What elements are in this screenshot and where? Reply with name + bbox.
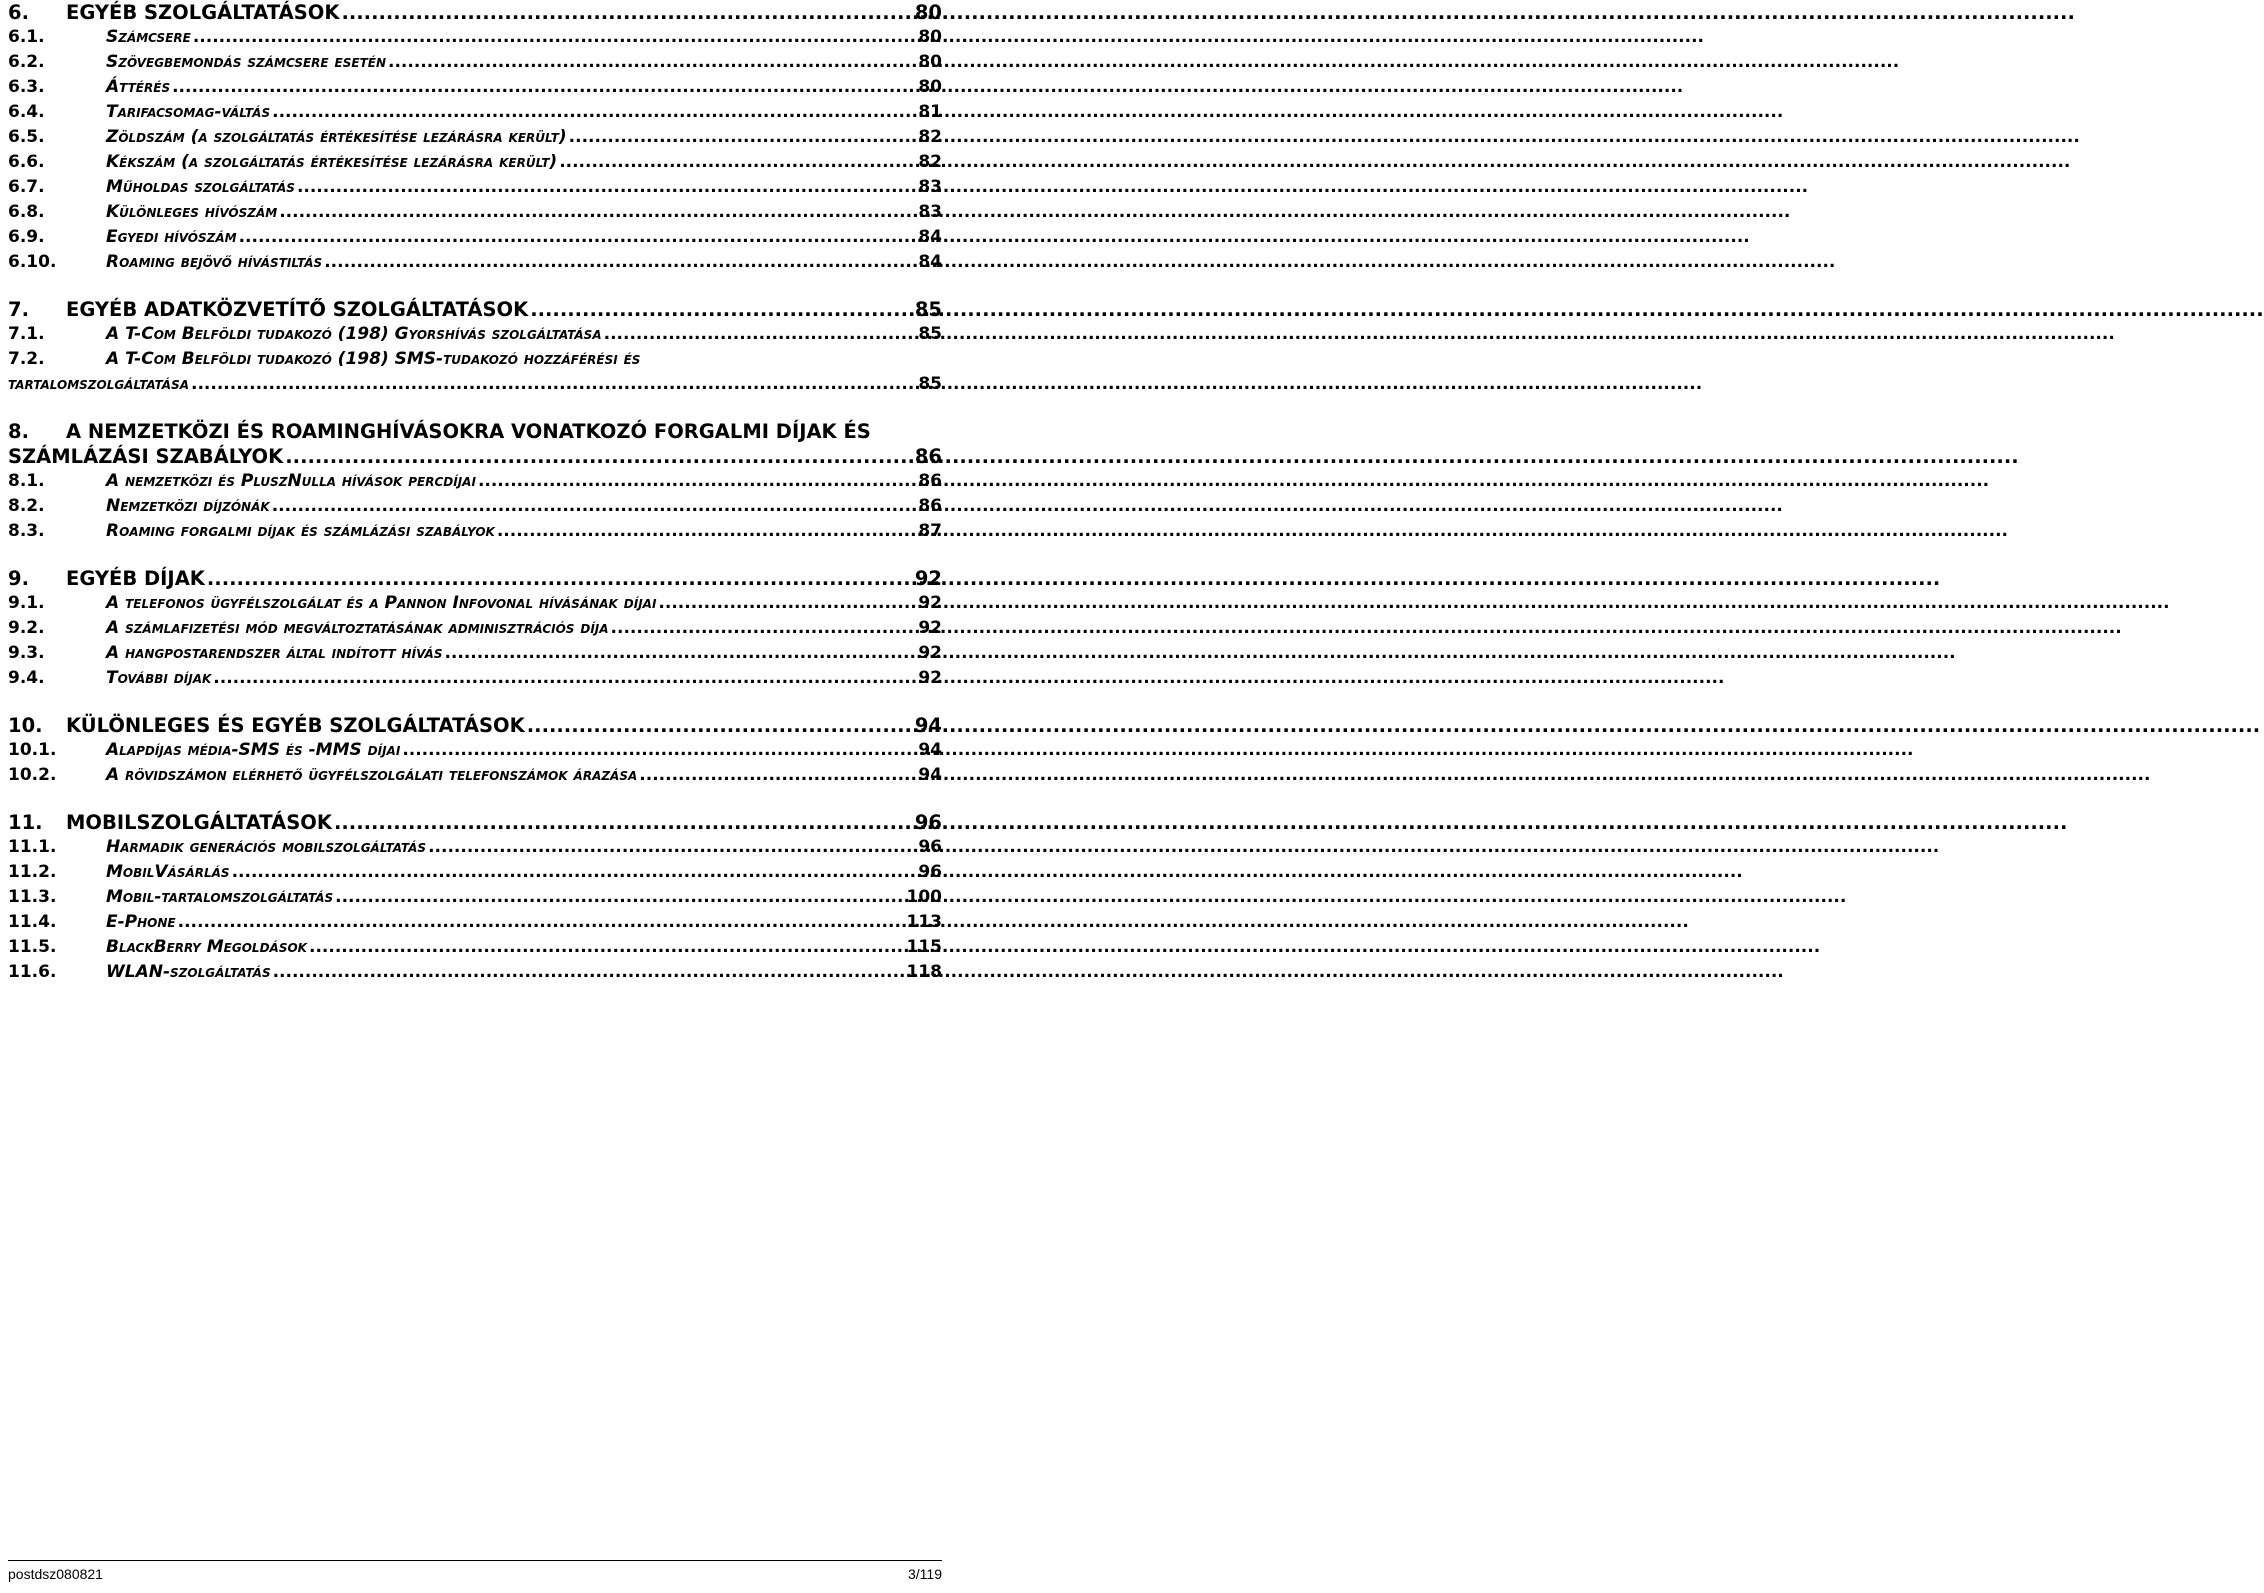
dot-leader (334, 810, 913, 835)
toc-entry[interactable] (8, 960, 942, 985)
dot-leader (335, 885, 904, 910)
toc-entry-title: Mobil-tartalomszolgáltatás (106, 887, 334, 907)
toc-entry-title: Szövegbemondás számcsere esetén (106, 52, 387, 72)
toc-entry-page: 113 (906, 912, 942, 932)
toc-entry-page: 80 (918, 52, 942, 72)
toc-entry-title: Számcsere (106, 27, 191, 47)
footer-page-number: 3/119 (908, 1566, 942, 1582)
dot-leader (178, 910, 905, 935)
toc-entry[interactable] (8, 566, 942, 591)
toc-entry[interactable] (8, 100, 942, 125)
toc-entry[interactable] (8, 810, 942, 835)
dot-leader (402, 738, 916, 763)
toc-entry[interactable] (8, 150, 942, 175)
dot-leader (191, 372, 916, 397)
toc-entry-number: 9.2. (8, 618, 45, 638)
toc-entry[interactable] (8, 0, 942, 25)
toc-entry-title: WLAN-szolgáltatás (106, 962, 271, 982)
toc-entry[interactable] (8, 519, 942, 544)
toc-entry-number: 6.9. (8, 227, 45, 247)
toc-entry-title: A számlafizetési mód megváltoztatásának adminisztrációs díja (106, 618, 609, 638)
toc-entry-continuation[interactable] (8, 444, 942, 469)
toc-entry-number: 6.3. (8, 77, 45, 97)
toc-entry-title: Alapdíjas média-SMS és -MMS díjai (106, 740, 401, 760)
dot-leader (207, 566, 913, 591)
toc-entry-page: 80 (918, 27, 942, 47)
toc-entry-number: 7. (8, 298, 29, 321)
toc-entry-page: 85 (918, 374, 942, 394)
toc-entry-title: A T-Com Belföldi tudakozó (198) Gyorshívás szolgáltatása (106, 324, 602, 344)
toc-entry-number: 11.1. (8, 837, 57, 857)
toc-entry[interactable] (8, 419, 942, 444)
toc-entry[interactable] (8, 910, 942, 935)
dot-leader (285, 444, 913, 469)
toc-entry-number: 9.4. (8, 668, 45, 688)
dot-leader (273, 960, 905, 985)
toc-entry[interactable] (8, 347, 942, 372)
toc-entry[interactable] (8, 297, 942, 322)
toc-entry-number: 6.1. (8, 27, 45, 47)
toc-entry-page: 115 (906, 937, 942, 957)
toc-entry[interactable] (8, 75, 942, 100)
toc-entry-title: A NEMZETKÖZI ÉS ROAMINGHÍVÁSOKRA VONATKOZÓ FORGALMI DÍJAK ÉS (66, 420, 871, 443)
toc-entry-page: 100 (906, 887, 942, 907)
toc-entry[interactable] (8, 494, 942, 519)
toc-entry-page: 80 (914, 1, 942, 24)
dot-leader (341, 0, 912, 25)
toc-entry-number: 6.7. (8, 177, 45, 197)
toc-entry-title: Roaming forgalmi díjak és számlázási szabályok (106, 521, 495, 541)
dot-leader (388, 50, 916, 75)
toc-entry[interactable] (8, 935, 942, 960)
toc-entry-title: EGYÉB SZOLGÁLTATÁSOK (66, 1, 340, 24)
dot-leader (444, 641, 916, 666)
section-gap (8, 544, 942, 566)
toc-entry-title: A nemzetközi és PluszNulla hívások percdíjai (106, 471, 476, 491)
toc-entry-page: 92 (918, 618, 942, 638)
dot-leader (193, 25, 916, 50)
toc-entry-page: 84 (918, 227, 942, 247)
toc-entry-page: 87 (918, 521, 942, 541)
toc-entry[interactable] (8, 225, 942, 250)
toc-entry-title: A telefonos ügyfélszolgálat és a Pannon Infovonal hívásának díjai (106, 593, 657, 613)
section-gap (8, 691, 942, 713)
dot-leader (279, 200, 916, 225)
toc-entry-page: 83 (918, 177, 942, 197)
toc-entry-number: 11.2. (8, 862, 57, 882)
dot-leader (324, 250, 916, 275)
dot-leader (639, 763, 916, 788)
toc-entry-number: 8.3. (8, 521, 45, 541)
toc-entry-page: 92 (918, 643, 942, 663)
dot-leader (297, 175, 916, 200)
toc-entry-page: 96 (918, 837, 942, 857)
toc-entry-title: Roaming bejövő hívástiltás (106, 252, 323, 272)
toc-entry-number: 6. (8, 1, 29, 24)
toc-entry-number: 9.1. (8, 593, 45, 613)
toc-entry-number: 6.5. (8, 127, 45, 147)
toc-entry[interactable] (8, 250, 942, 275)
toc-entry-title: Különleges hívószám (106, 202, 278, 222)
toc-entry[interactable] (8, 175, 942, 200)
toc-entry[interactable] (8, 835, 942, 860)
toc-entry-number: 6.10. (8, 252, 57, 272)
dot-leader (172, 75, 916, 100)
toc-entry-number: 11.4. (8, 912, 57, 932)
toc-entry-number: 6.4. (8, 102, 45, 122)
toc-entry-title: EGYÉB DÍJAK (66, 567, 205, 590)
toc-entry-title: Zöldszám (a szolgáltatás értékesítése lezárásra került) (106, 127, 567, 147)
dot-leader (530, 297, 913, 322)
toc-entry-number: 10.2. (8, 765, 57, 785)
dot-leader (239, 225, 917, 250)
toc-entry-page: 82 (918, 152, 942, 172)
toc-entry[interactable] (8, 591, 942, 616)
toc-entry-page: 92 (918, 593, 942, 613)
toc-entry-title: A T-Com Belföldi tudakozó (198) SMS-tudakozó hozzáférési és (106, 349, 641, 369)
toc-entry-number: 8. (8, 420, 29, 443)
toc-entry-title: Műholdas szolgáltatás (106, 177, 295, 197)
toc-entry-title: Kékszám (a szolgáltatás értékesítése lezárásra került) (106, 152, 558, 172)
toc-entry-title: Nemzetközi díjzónák (106, 496, 270, 516)
toc-entry[interactable] (8, 125, 942, 150)
toc-entry[interactable] (8, 860, 942, 885)
dot-leader (559, 150, 916, 175)
table-of-contents (8, 0, 942, 985)
toc-entry-page: 96 (914, 811, 942, 834)
toc-entry[interactable] (8, 469, 942, 494)
toc-entry-title: E-Phone (106, 912, 176, 932)
footer-document-id: postdsz080821 (8, 1566, 103, 1582)
toc-entry-page: 96 (918, 862, 942, 882)
toc-entry[interactable] (8, 713, 942, 738)
toc-entry-number: 8.1. (8, 471, 45, 491)
toc-entry-number: 11.5. (8, 937, 57, 957)
toc-entry-title-continuation: tartalomszolgáltatása (8, 374, 189, 394)
toc-entry-title: Harmadik generációs mobilszolgáltatás (106, 837, 427, 857)
section-gap (8, 397, 942, 419)
toc-entry-title: További díjak (106, 668, 212, 688)
toc-entry-number: 7.1. (8, 324, 45, 344)
dot-leader (272, 494, 917, 519)
toc-entry-number: 7.2. (8, 349, 45, 369)
dot-leader (232, 860, 917, 885)
dot-leader (309, 935, 905, 960)
toc-entry-title: Tarifacsomag-váltás (106, 102, 271, 122)
toc-entry-title: MOBILSZOLGÁLTATÁSOK (66, 811, 332, 834)
toc-entry-number: 9.3. (8, 643, 45, 663)
toc-entry-title-continuation: SZÁMLÁZÁSI SZABÁLYOK (8, 445, 284, 468)
dot-leader (478, 469, 916, 494)
dot-leader (272, 100, 916, 125)
toc-entry[interactable] (8, 885, 942, 910)
toc-entry-number: 11. (8, 811, 43, 834)
toc-entry[interactable] (8, 25, 942, 50)
toc-entry[interactable] (8, 738, 942, 763)
toc-entry-page: 80 (918, 77, 942, 97)
toc-entry-page: 92 (918, 668, 942, 688)
dot-leader (569, 125, 917, 150)
toc-entry-number: 11.6. (8, 962, 57, 982)
toc-entry-title: BlackBerry Megoldások (106, 937, 307, 957)
toc-entry-title: Egyedi hívószám (106, 227, 237, 247)
dot-leader (658, 591, 916, 616)
toc-entry-title: MobilVásárlás (106, 862, 230, 882)
footer-divider (8, 1560, 942, 1561)
toc-entry-page: 118 (906, 962, 942, 982)
toc-entry-page: 81 (918, 102, 942, 122)
toc-entry-title: A hangpostarendszer által indított hívás (106, 643, 443, 663)
dot-leader (604, 322, 917, 347)
toc-entry[interactable] (8, 666, 942, 691)
toc-entry-number: 11.3. (8, 887, 57, 907)
toc-entry-number: 8.2. (8, 496, 45, 516)
toc-entry-continuation[interactable] (8, 372, 942, 397)
toc-entry-title: Áttérés (106, 77, 171, 97)
toc-entry-number: 6.2. (8, 52, 45, 72)
toc-entry-page: 92 (914, 567, 942, 590)
toc-entry-page: 85 (914, 298, 942, 321)
toc-entry-number: 6.8. (8, 202, 45, 222)
toc-entry-page: 83 (918, 202, 942, 222)
dot-leader (213, 666, 916, 691)
toc-entry-number: 10.1. (8, 740, 57, 760)
toc-entry-page: 82 (918, 127, 942, 147)
toc-entry-number: 6.6. (8, 152, 45, 172)
toc-entry-title: A rövidszámon elérhető ügyfélszolgálati telefonszámok árazása (106, 765, 638, 785)
toc-entry[interactable] (8, 200, 942, 225)
toc-entry-title: EGYÉB ADATKÖZVETÍTŐ SZOLGÁLTATÁSOK (66, 298, 529, 321)
toc-entry-page: 86 (914, 445, 942, 468)
dot-leader (497, 519, 917, 544)
toc-entry[interactable] (8, 763, 942, 788)
toc-entry[interactable] (8, 641, 942, 666)
toc-entry-page: 94 (918, 765, 942, 785)
toc-entry[interactable] (8, 322, 942, 347)
toc-entry[interactable] (8, 616, 942, 641)
toc-entry-number: 9. (8, 567, 29, 590)
toc-entry-page: 86 (918, 471, 942, 491)
toc-entry[interactable] (8, 50, 942, 75)
toc-entry-page: 94 (918, 740, 942, 760)
toc-entry-page: 86 (918, 496, 942, 516)
section-gap (8, 788, 942, 810)
dot-leader (527, 713, 913, 738)
dot-leader (428, 835, 916, 860)
toc-entry-number: 10. (8, 714, 43, 737)
section-gap (8, 275, 942, 297)
toc-entry-title: KÜLÖNLEGES ÉS EGYÉB SZOLGÁLTATÁSOK (66, 714, 525, 737)
toc-entry-page: 84 (918, 252, 942, 272)
dot-leader (611, 616, 917, 641)
toc-entry-page: 94 (914, 714, 942, 737)
toc-entry-page: 85 (918, 324, 942, 344)
